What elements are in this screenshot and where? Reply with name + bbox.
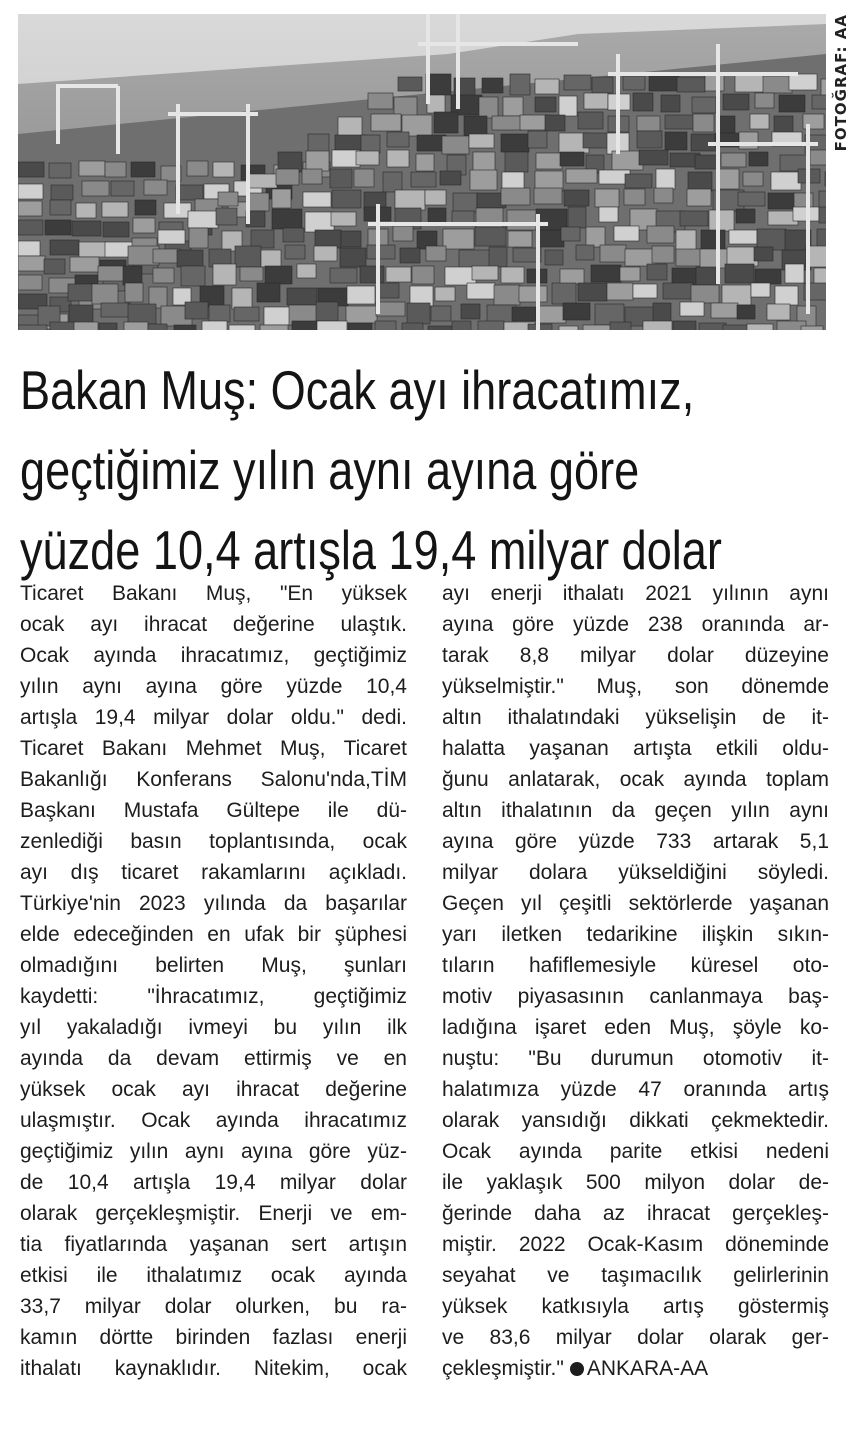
- article-line: yüksek ocak ayı ihracat değerine: [20, 1078, 407, 1101]
- article-line: yüksek katkısıyla artış göstermiş: [442, 1295, 829, 1318]
- article-line: ocak ayı ihracat değerine ulaştık.: [20, 613, 407, 636]
- article-line: tıların hafiflemesiyle küresel oto-: [442, 954, 829, 977]
- article-line: Türkiye'nin 2023 yılında da başarılar: [20, 892, 407, 915]
- headline-line-1: Bakan Muş: Ocak ayı ihracatımız,: [20, 359, 695, 421]
- article-line: zenlediği basın toplantısında, ocak: [20, 830, 407, 853]
- article-line: ayında da devam ettirmiş ve en: [20, 1047, 407, 1070]
- article-line: ithalatı kaynaklıdır. Nitekim, ocak: [20, 1357, 407, 1380]
- article-line: Bakanlığı Konferans Salonu'nda,TİM: [20, 768, 407, 791]
- article-column-left: [20, 578, 407, 1384]
- article-line: Ticaret Bakanı Muş, "En yüksek: [20, 582, 407, 605]
- article-line: Ocak ayında parite etkisi nedeni: [442, 1140, 829, 1163]
- container-port-illustration: [18, 14, 826, 330]
- article-line: Başkanı Mustafa Gültepe ile dü-: [20, 799, 407, 822]
- article-line: olmadığını belirten Muş, şunları: [20, 954, 407, 977]
- bullet-icon: [570, 1362, 584, 1376]
- article-line: Geçen yıl çeşitli sektörlerde yaşanan: [442, 892, 829, 915]
- article-line: etkisi ile ithalatımız ocak ayında: [20, 1264, 407, 1287]
- article-line: ve 83,6 milyar dolar olarak ger-: [442, 1326, 829, 1349]
- article-line: motiv piyasasının canlanmaya baş-: [442, 985, 829, 1008]
- port-photo: [18, 14, 826, 330]
- dateline-signoff: ANKARA-AA: [586, 1357, 709, 1380]
- article-line: nuştu: "Bu durumun otomotiv it-: [442, 1047, 829, 1070]
- article-line: ile yaklaşık 500 milyon dolar de-: [442, 1171, 829, 1194]
- photo-credit: FOTOĞRAF: AA: [832, 14, 850, 152]
- article-line: Ocak ayında ihracatımız, geçtiğimiz: [20, 644, 407, 667]
- article-line: yılın aynı ayına göre yüzde 10,4: [20, 675, 407, 698]
- article-line: halatta yaşanan artışta etkili oldu-: [442, 737, 829, 760]
- article-line: altın ithalatının da geçen yılın aynı: [442, 799, 829, 822]
- article-line: seyahat ve taşımacılık gelirlerinin: [442, 1264, 829, 1287]
- article-line: tia fiyatlarında yaşanan sert artışın: [20, 1233, 407, 1256]
- article-final-text: çekleşmiştir.": [442, 1357, 564, 1380]
- article-line: Ticaret Bakanı Mehmet Muş, Ticaret: [20, 737, 407, 760]
- article-line: ayına göre yüzde 733 artarak 5,1: [442, 830, 829, 853]
- article-line: ayı dış ticaret rakamlarını açıkladı.: [20, 861, 407, 884]
- article-line: olarak gerçekleşmiştir. Enerji ve em-: [20, 1202, 407, 1225]
- article-line: ğunu anlatarak, ocak ayında toplam: [442, 768, 829, 791]
- article-line: 33,7 milyar dolar olurken, bu ra-: [20, 1295, 407, 1318]
- article-line: ğerinde daha az ihracat gerçekleş-: [442, 1202, 829, 1225]
- article-line: olarak yansıdığı dikkati çekmektedir.: [442, 1109, 829, 1132]
- article-line: milyar dolara yükseldiğini söyledi.: [442, 861, 829, 884]
- article-line: de 10,4 artışla 19,4 milyar dolar: [20, 1171, 407, 1194]
- article-line: ulaşmıştır. Ocak ayında ihracatımız: [20, 1109, 407, 1132]
- article-line: geçtiğimiz yılın aynı ayına göre yüz-: [20, 1140, 407, 1163]
- article-line: ayına göre yüzde 238 oranında ar-: [442, 613, 829, 636]
- article-line: kamın dörtte birinden fazlası enerji: [20, 1326, 407, 1349]
- article-line: halatımıza yüzde 47 oranında artış: [442, 1078, 829, 1101]
- headline-line-3: yüzde 10,4 artışla 19,4 milyar dolar: [20, 519, 722, 581]
- article-line: artışla 19,4 milyar dolar oldu." dedi.: [20, 706, 407, 729]
- article-line: ayı enerji ithalatı 2021 yılının aynı: [442, 582, 829, 605]
- article-line: ladığına işaret eden Muş, şöyle ko-: [442, 1016, 829, 1039]
- article-line: miştir. 2022 Ocak-Kasım döneminde: [442, 1233, 829, 1256]
- article-line: tarak 8,8 milyar dolar düzeyine: [442, 644, 829, 667]
- article-final-line: [442, 1353, 829, 1384]
- headline: [20, 350, 832, 590]
- article-line: yarı iletken tedarikine ilişkin sıkın-: [442, 923, 829, 946]
- article-line: elde edeceğinden en ufak bir şüphesi: [20, 923, 407, 946]
- article-line: kaydetti: "İhracatımız, geçtiğimiz: [20, 985, 407, 1008]
- article-line: yıl yakaladığı ivmeyi bu yılın ilk: [20, 1016, 407, 1039]
- article-line: altın ithalatındaki yükselişin de it-: [442, 706, 829, 729]
- article-line: yükselmiştir." Muş, son dönemde: [442, 675, 829, 698]
- article-column-right: [442, 578, 829, 1384]
- headline-line-2: geçtiğimiz yılın aynı ayına göre: [20, 439, 640, 501]
